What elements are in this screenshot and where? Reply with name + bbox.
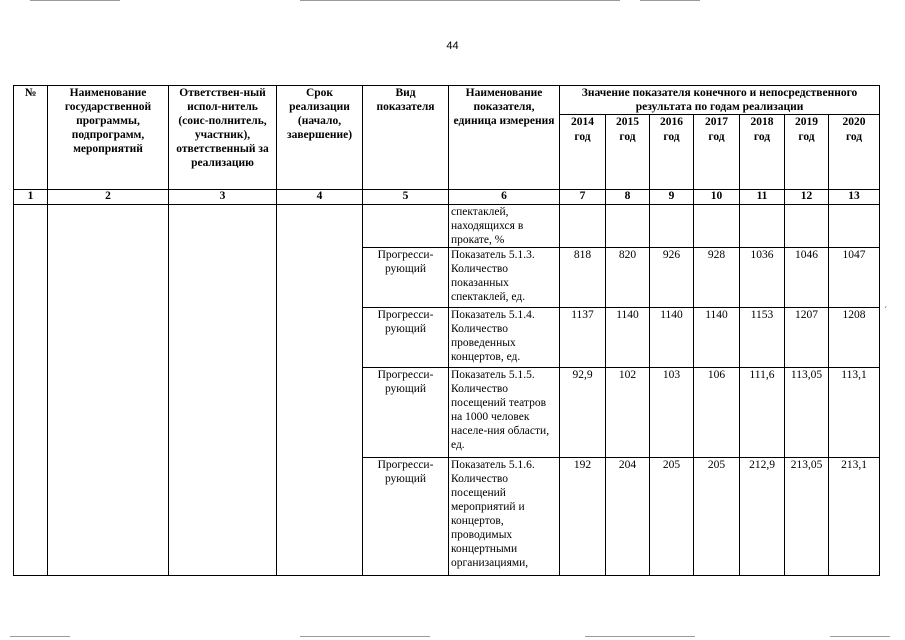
cell-value [785,205,829,248]
cell-value [650,205,694,248]
cell-value: 213,05 [785,458,829,576]
cell-value: 1137 [560,308,606,368]
cell-kind: Прогресси-рующий [363,458,449,576]
cell-value: 1153 [740,308,785,368]
cell-value: 818 [560,248,606,308]
cell-value: 192 [560,458,606,576]
column-number: 10 [694,190,740,205]
page-number: 44 [446,40,459,52]
column-number: 8 [606,190,650,205]
cell-value: 213,1 [829,458,880,576]
cell-value: 928 [694,248,740,308]
column-number: 5 [363,190,449,205]
cell-kind [363,205,449,248]
header-responsible: Ответствен-ный испол-нитель (соис-полнитель, участник), ответственный за реализацию [169,86,277,190]
header-year: 2017 год [694,115,740,190]
table-row [14,205,880,248]
cell-value: 820 [606,248,650,308]
cell-value: 205 [694,458,740,576]
cell-value: 111,6 [740,368,785,458]
column-number: 4 [277,190,363,205]
cell-indicator: Показатель 5.1.4. Количество проведенных концертов, ед. [449,308,560,368]
cell-value: 1208 [829,308,880,368]
cell-value: 926 [650,248,694,308]
cell-value: 1047 [829,248,880,308]
cell-value: 113,1 [829,368,880,458]
cell-number [14,205,48,576]
header-indicator: Наименование показателя, единица измерения [449,86,560,190]
cell-value: 1046 [785,248,829,308]
cell-value: 113,05 [785,368,829,458]
header-year: 2015 год [606,115,650,190]
column-number: 6 [449,190,560,205]
header-kind: Вид показателя [363,86,449,190]
cell-value [829,205,880,248]
header-number: № [14,86,48,190]
header-year: 2014 год [560,115,606,190]
header-year: 2016 год [650,115,694,190]
column-number: 9 [650,190,694,205]
column-number: 7 [560,190,606,205]
header-program: Наименование государственной программы, подпрограмм, мероприятий [48,86,169,190]
cell-value [560,205,606,248]
header-year: 2019 год [785,115,829,190]
cell-responsible [169,205,277,576]
cell-value: 205 [650,458,694,576]
column-number: 11 [740,190,785,205]
cell-kind: Прогресси-рующий [363,248,449,308]
header-values-group: Значение показателя конечного и непосредственного результата по годам реализации [560,86,880,115]
cell-value [740,205,785,248]
cell-value: 212,9 [740,458,785,576]
cell-value: 102 [606,368,650,458]
cell-value [694,205,740,248]
scan-tick-mark: ˊ [884,306,888,317]
header-year: 2020 год [829,115,880,190]
cell-indicator: спектаклей, находящихся в прокате, % [449,205,560,248]
column-number-row [14,190,880,205]
cell-indicator: Показатель 5.1.3. Количество показанных спектаклей, ед. [449,248,560,308]
cell-kind: Прогресси-рующий [363,308,449,368]
column-number: 2 [48,190,169,205]
cell-value [606,205,650,248]
column-number: 3 [169,190,277,205]
cell-indicator: Показатель 5.1.5. Количество посещений театров на 1000 человек населе-ния области, ед. [449,368,560,458]
column-number: 13 [829,190,880,205]
cell-value: 1140 [694,308,740,368]
indicator-table [13,85,880,576]
cell-program [48,205,169,576]
column-number: 12 [785,190,829,205]
cell-value: 1207 [785,308,829,368]
cell-value: 1036 [740,248,785,308]
cell-value: 204 [606,458,650,576]
column-number: 1 [14,190,48,205]
cell-indicator: Показатель 5.1.6. Количество посещений мероприятий и концертов, проводимых концертными организациями, [449,458,560,576]
header-year: 2018 год [740,115,785,190]
header-term: Срок реализации (начало, завершение) [277,86,363,190]
cell-value: 1140 [606,308,650,368]
cell-term [277,205,363,576]
cell-value: 92,9 [560,368,606,458]
cell-value: 106 [694,368,740,458]
cell-kind: Прогресси-рующий [363,368,449,458]
cell-value: 103 [650,368,694,458]
cell-value: 1140 [650,308,694,368]
